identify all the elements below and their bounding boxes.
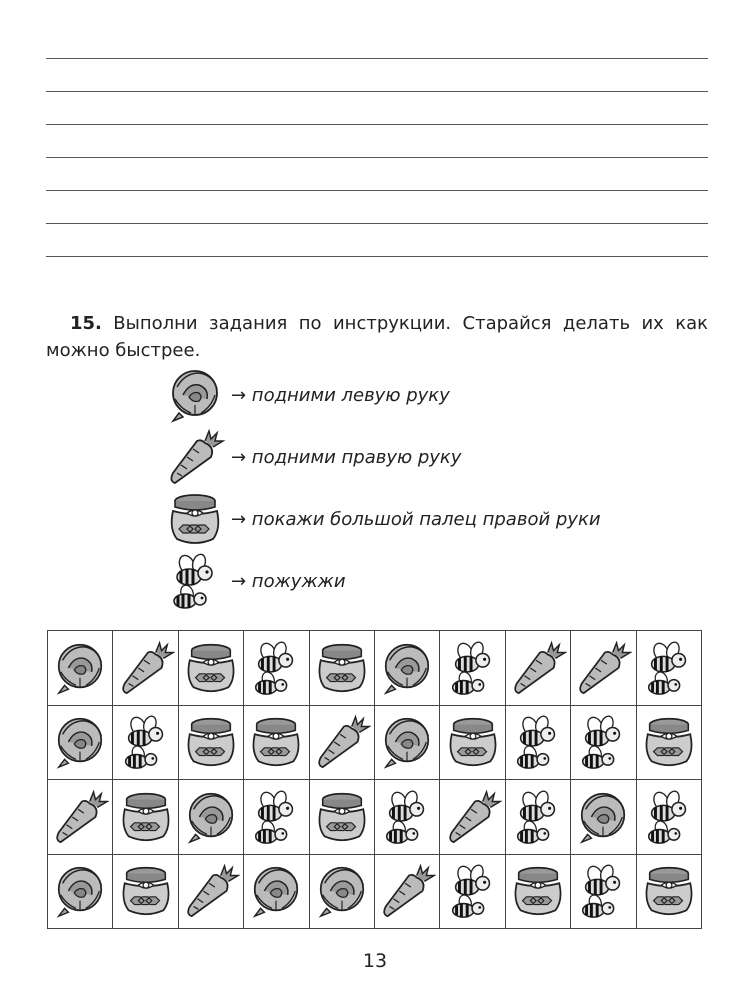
writing-line[interactable]: [46, 124, 708, 125]
grid-cell: [244, 854, 309, 929]
grid-cell: [440, 854, 505, 929]
carrot-icon: [165, 427, 225, 487]
grid-cell: [505, 705, 570, 780]
cabbage-icon: [313, 862, 371, 920]
grid-row: [48, 854, 702, 929]
grid-row: [48, 631, 702, 706]
grid-cell: [636, 705, 701, 780]
honey-jar-icon: [313, 639, 371, 697]
bee-icon: [574, 862, 632, 920]
grid-cell: [309, 780, 374, 855]
grid-cell: [571, 631, 636, 706]
picture-grid: [47, 630, 702, 929]
grid-cell: [113, 854, 178, 929]
honey-jar-icon: [182, 713, 240, 771]
cabbage-icon: [51, 713, 109, 771]
bee-icon: [247, 639, 305, 697]
writing-line[interactable]: [46, 58, 708, 59]
carrot-icon: [117, 639, 175, 697]
grid-row: [48, 780, 702, 855]
grid-cell: [571, 854, 636, 929]
grid-cell: [374, 705, 439, 780]
grid-cell: [48, 631, 113, 706]
honey-jar-icon: [165, 489, 225, 549]
page-number: 13: [362, 950, 388, 972]
cabbage-icon: [165, 365, 225, 425]
legend-text: → пожужжи: [231, 570, 346, 592]
grid-cell: [178, 631, 243, 706]
grid-cell: [113, 631, 178, 706]
carrot-icon: [182, 862, 240, 920]
cabbage-icon: [182, 788, 240, 846]
bee-icon: [509, 788, 567, 846]
writing-line[interactable]: [46, 157, 708, 158]
honey-jar-icon: [640, 713, 698, 771]
legend-text: → подними левую руку: [231, 384, 450, 406]
carrot-icon: [574, 639, 632, 697]
grid-cell: [48, 705, 113, 780]
legend-row-jar: [165, 489, 601, 549]
carrot-icon: [444, 788, 502, 846]
bee-icon: [165, 551, 225, 611]
legend-row-bee: [165, 551, 346, 611]
bee-icon: [378, 788, 436, 846]
honey-jar-icon: [640, 862, 698, 920]
honey-jar-icon: [117, 862, 175, 920]
cabbage-icon: [378, 713, 436, 771]
grid-cell: [636, 631, 701, 706]
grid-cell: [309, 705, 374, 780]
legend-text: → покажи большой палец правой руки: [231, 508, 601, 530]
grid-cell: [178, 780, 243, 855]
cabbage-icon: [51, 639, 109, 697]
writing-line[interactable]: [46, 190, 708, 191]
grid-cell: [374, 780, 439, 855]
grid-cell: [636, 780, 701, 855]
grid-cell: [244, 631, 309, 706]
grid-cell: [571, 705, 636, 780]
grid-cell: [571, 780, 636, 855]
bee-icon: [247, 788, 305, 846]
carrot-icon: [378, 862, 436, 920]
writing-line[interactable]: [46, 256, 708, 257]
grid-cell: [374, 854, 439, 929]
honey-jar-icon: [247, 713, 305, 771]
grid-row: [48, 705, 702, 780]
honey-jar-icon: [509, 862, 567, 920]
grid-cell: [178, 854, 243, 929]
grid-cell: [244, 705, 309, 780]
grid-cell: [505, 854, 570, 929]
grid-cell: [505, 780, 570, 855]
grid-cell: [48, 780, 113, 855]
task-number: 15.: [70, 313, 102, 334]
carrot-icon: [51, 788, 109, 846]
grid-cell: [178, 705, 243, 780]
writing-line[interactable]: [46, 223, 708, 224]
carrot-icon: [313, 713, 371, 771]
bee-icon: [117, 713, 175, 771]
task-instruction: [46, 310, 708, 364]
grid-cell: [48, 854, 113, 929]
bee-icon: [444, 862, 502, 920]
cabbage-icon: [247, 862, 305, 920]
grid-cell: [113, 705, 178, 780]
honey-jar-icon: [444, 713, 502, 771]
carrot-icon: [509, 639, 567, 697]
grid-cell: [309, 631, 374, 706]
bee-icon: [640, 788, 698, 846]
legend-row-cabbage: [165, 365, 450, 425]
cabbage-icon: [574, 788, 632, 846]
task-text: Выполни задания по инструкции. Старайся делать их как можно быстрее.: [46, 313, 708, 361]
grid-cell: [440, 705, 505, 780]
honey-jar-icon: [313, 788, 371, 846]
cabbage-icon: [378, 639, 436, 697]
grid-cell: [374, 631, 439, 706]
legend-row-carrot: [165, 427, 461, 487]
bee-icon: [444, 639, 502, 697]
bee-icon: [640, 639, 698, 697]
cabbage-icon: [51, 862, 109, 920]
grid-cell: [440, 631, 505, 706]
honey-jar-icon: [182, 639, 240, 697]
grid-cell: [309, 854, 374, 929]
honey-jar-icon: [117, 788, 175, 846]
grid-cell: [505, 631, 570, 706]
grid-cell: [113, 780, 178, 855]
grid-cell: [440, 780, 505, 855]
grid-cell: [636, 854, 701, 929]
writing-line[interactable]: [46, 91, 708, 92]
legend-text: → подними правую руку: [231, 446, 462, 468]
bee-icon: [574, 713, 632, 771]
bee-icon: [509, 713, 567, 771]
grid-cell: [244, 780, 309, 855]
